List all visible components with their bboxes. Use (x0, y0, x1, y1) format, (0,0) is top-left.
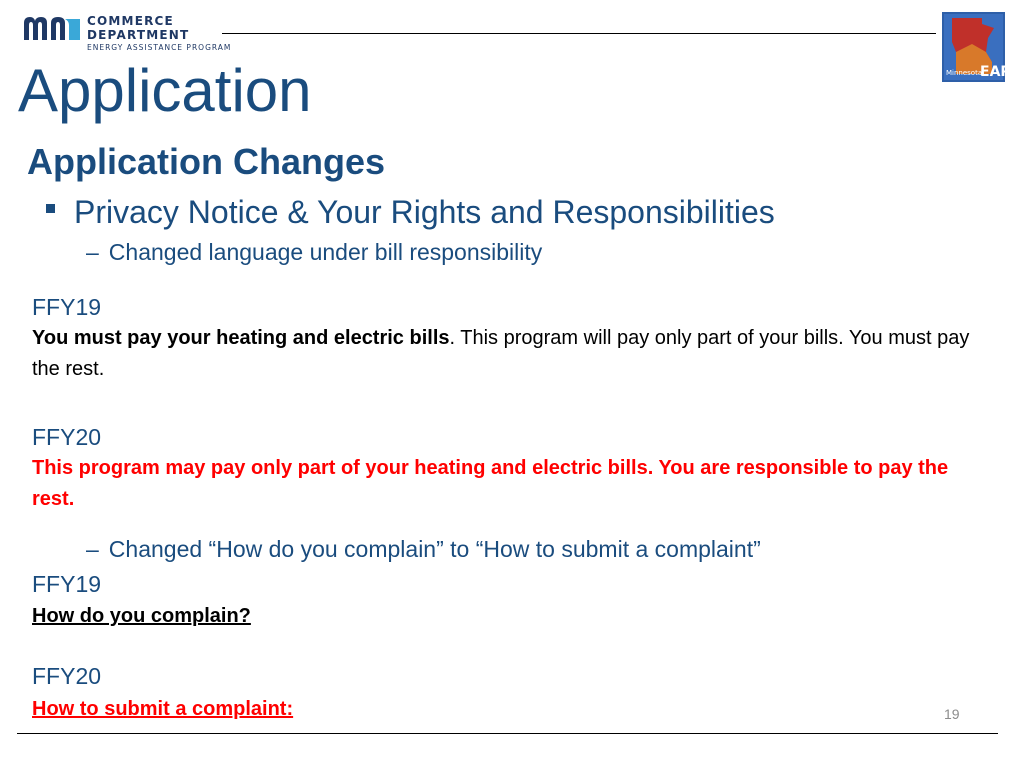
dash-icon: – (86, 239, 99, 265)
ffy19-label: FFY19 (32, 294, 102, 320)
bullet-text: Privacy Notice & Your Rights and Responsibilities (74, 194, 775, 230)
slide-title: Application (18, 57, 312, 124)
sub-bullet-text: Changed “How do you complain” to “How to submit a complaint” (108, 536, 761, 562)
ffy19-rest-text: . This program will pay only part of your bills. You must pay the rest. (32, 327, 970, 380)
minnesota-eap-logo-icon (942, 12, 1011, 82)
header-divider (222, 33, 936, 34)
dash-icon: – (86, 536, 99, 562)
ffy20-label: FFY20 (32, 424, 102, 450)
ffy19-complaint-label: FFY19 (32, 571, 102, 597)
ffy19-bill-text (32, 323, 982, 385)
mn-logo-icon (22, 14, 82, 42)
badge-small-text: Minnesota (946, 69, 983, 77)
ffy20-complaint-text: How to submit a complaint: (32, 698, 294, 720)
ffy19-bold-text: You must pay your heating and electric bills (32, 327, 450, 349)
page-number: 19 (944, 706, 960, 722)
sub-bullet-text: Changed language under bill responsibility (108, 239, 543, 265)
sub-bullet-bill-responsibility (86, 239, 542, 267)
sub-bullet-complaint (86, 536, 761, 564)
ffy20-bill-text: This program may pay only part of your heating and electric bills. You are responsible to pay the rest. (32, 457, 949, 510)
badge-big-text: EAP (980, 64, 1011, 80)
square-bullet-icon (46, 204, 55, 213)
slide-subtitle: Application Changes (27, 141, 386, 182)
logo-line-program: ENERGY ASSISTANCE PROGRAM (87, 43, 232, 52)
ffy20-complaint-label: FFY20 (32, 663, 102, 689)
bullet-privacy-notice (46, 194, 775, 231)
logo-line-commerce: COMMERCE (87, 14, 174, 28)
footer-divider (17, 733, 998, 734)
logo-line-department: DEPARTMENT (87, 28, 190, 42)
ffy19-complaint-text: How do you complain? (32, 605, 251, 627)
commerce-department-logo-text (87, 15, 231, 52)
